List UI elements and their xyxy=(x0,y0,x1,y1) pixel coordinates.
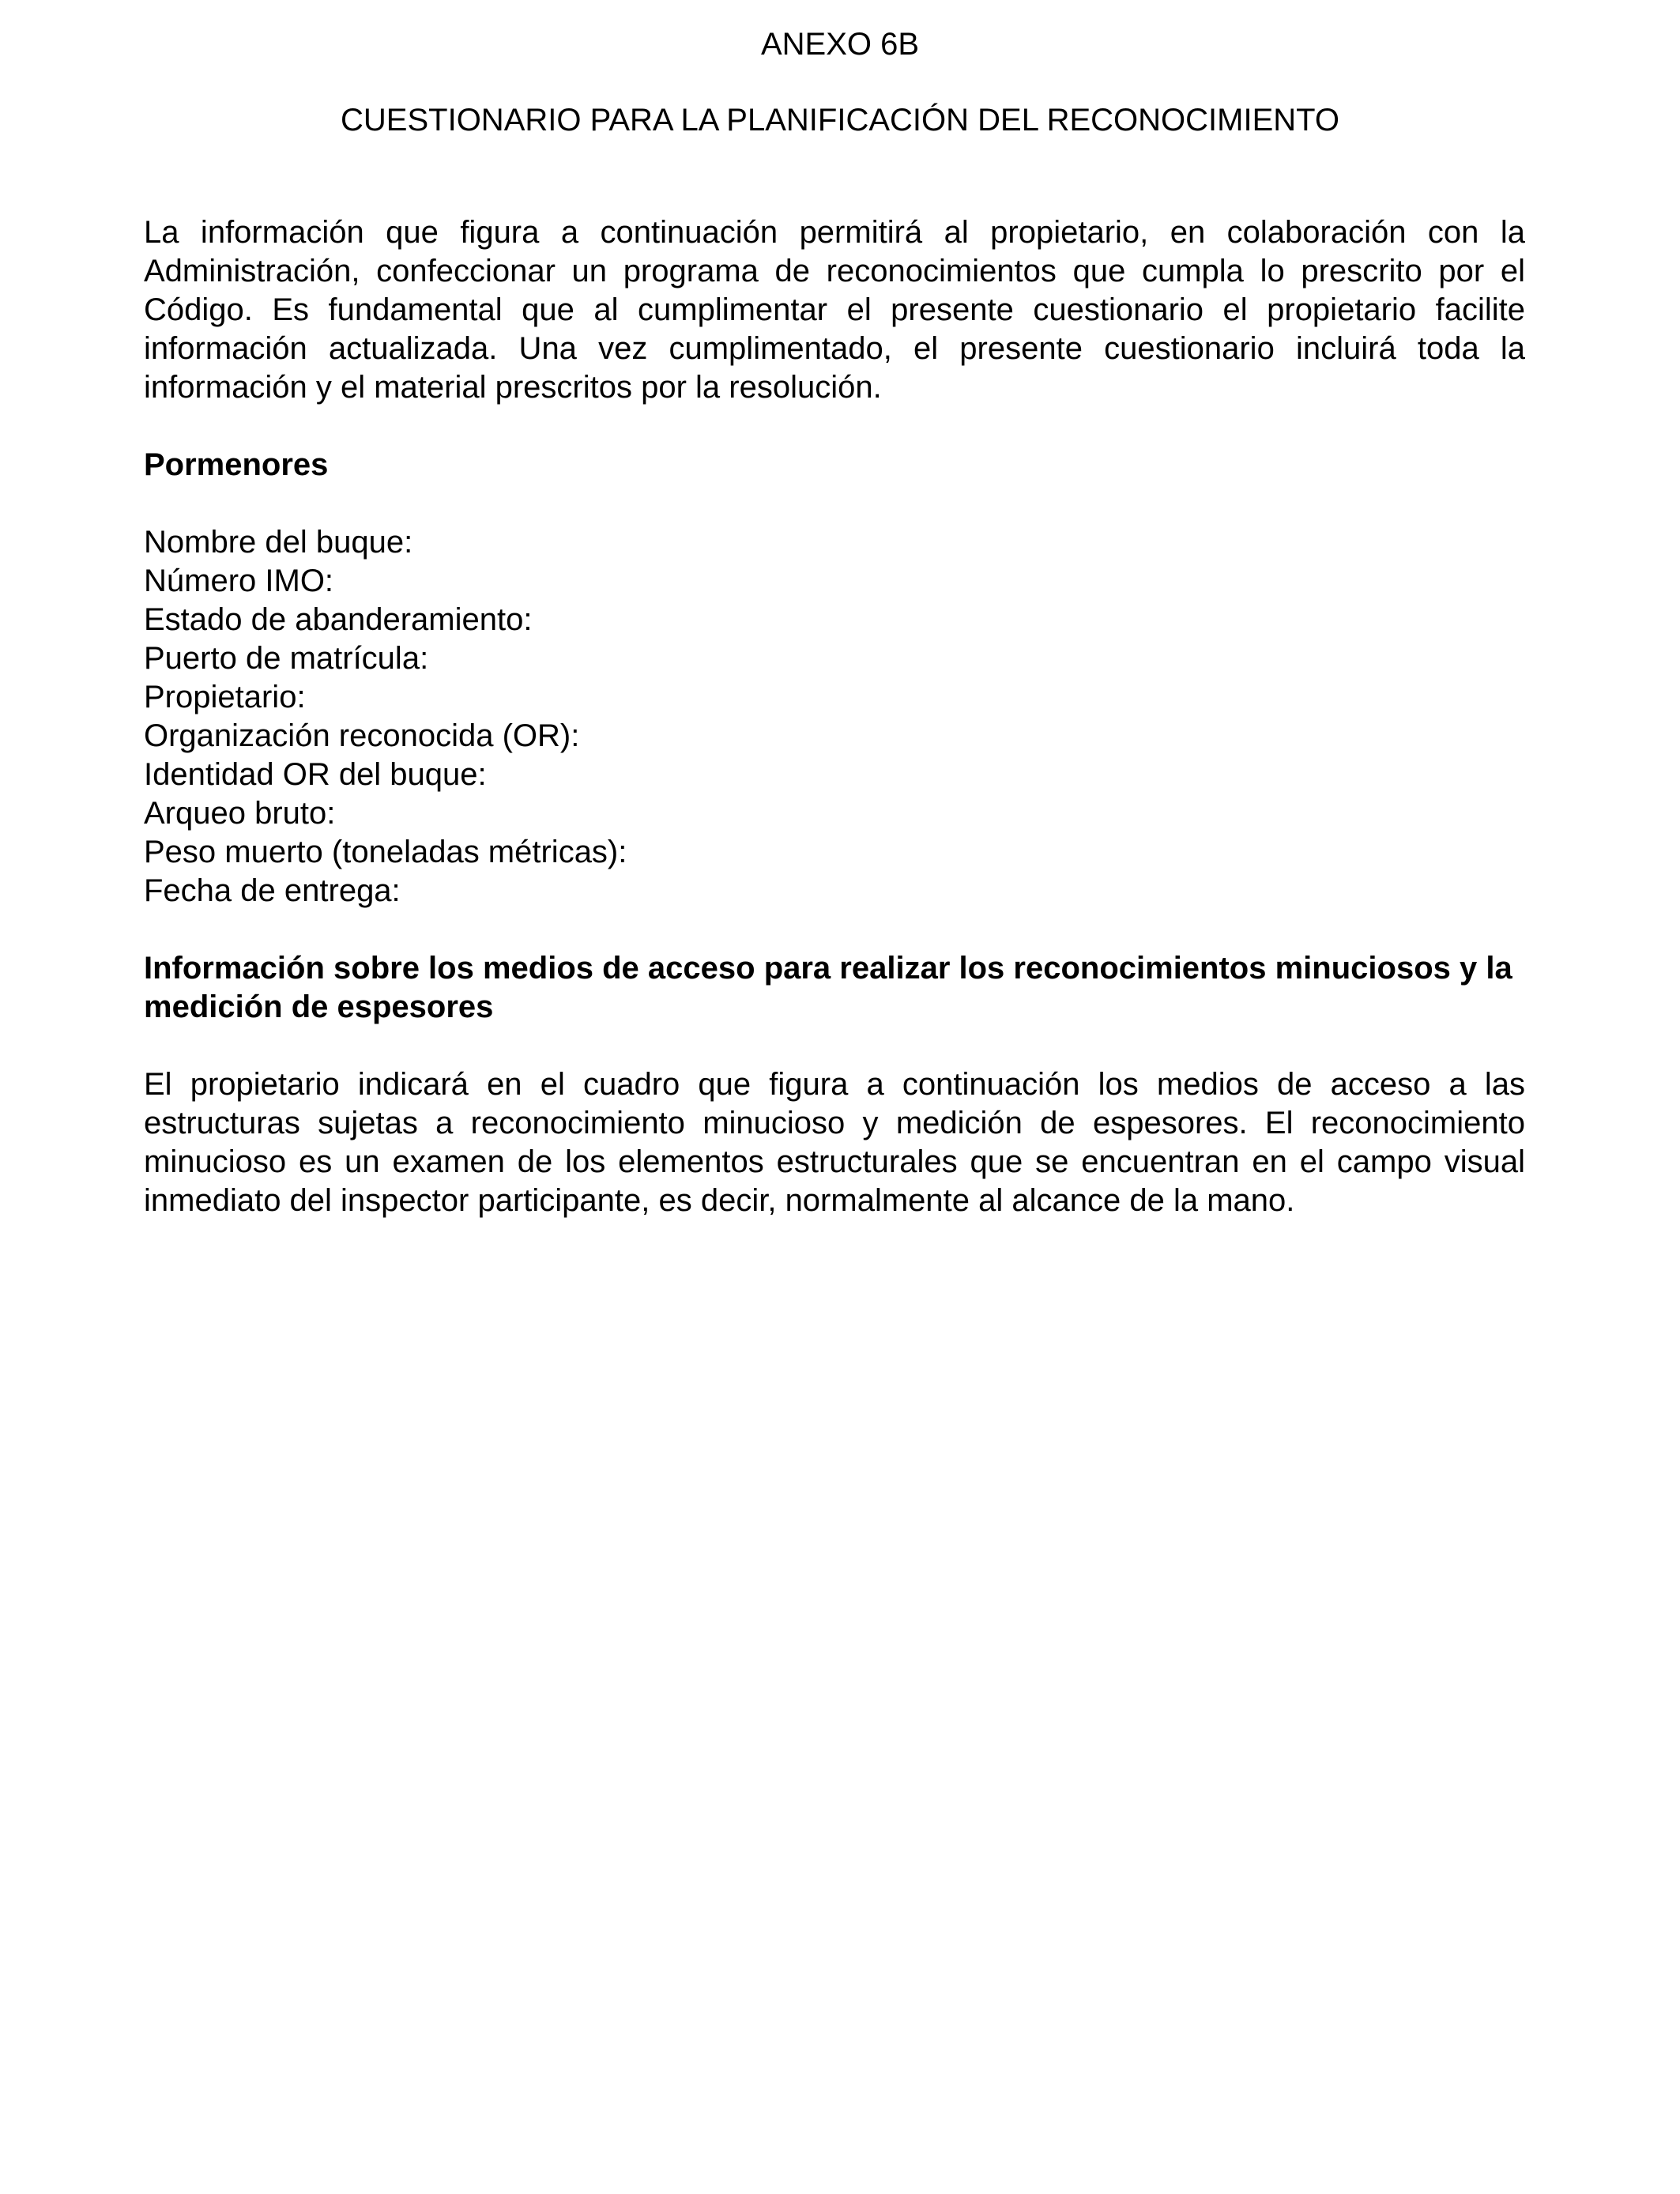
field-flag-state: Estado de abanderamiento: xyxy=(144,602,533,637)
field-ro-ship-identity: Identidad OR del buque: xyxy=(144,757,487,792)
intro-paragraph: La información que figura a continuación permitirá al propietario, en colaboración con la Administración, confeccionar un programa de reconocimientos que cumpla lo prescrito por el Código. Es fundamental que al cumplimentar el presente cuestionario el propietario facilite información actualizada. Una vez cumplimentado, el presente cuestionario incluirá toda la información y el material prescritos por la resolución. xyxy=(144,215,1525,405)
field-ship-name: Nombre del buque: xyxy=(144,525,413,560)
field-imo-number: Número IMO: xyxy=(144,564,334,598)
access-paragraph: El propietario indicará en el cuadro que figura a continuación los medios de acceso a las estructuras sujetas a reconocimiento minucioso y medición de espesores. El reconocimiento minucioso es un examen de los elementos estructurales que se encuentran en el campo visual inmediato del inspector participante, es decir, normalmente al alcance de la mano. xyxy=(144,1067,1525,1218)
field-recognized-organization: Organización reconocida (OR): xyxy=(144,718,580,753)
field-owner: Propietario: xyxy=(144,680,306,714)
pormenores-heading: Pormenores xyxy=(144,447,329,482)
field-port-of-registry: Puerto de matrícula: xyxy=(144,641,429,676)
document-title: CUESTIONARIO PARA LA PLANIFICACIÓN DEL RECONOCIMIENTO xyxy=(341,103,1339,138)
document-body xyxy=(144,213,1525,1220)
field-deadweight: Peso muerto (toneladas métricas): xyxy=(144,835,627,869)
ship-details-list xyxy=(144,523,1525,910)
field-delivery-date: Fecha de entrega: xyxy=(144,873,401,908)
access-heading: Información sobre los medios de acceso para realizar los reconocimientos minuciosos y la medición de espesores xyxy=(144,951,1512,1024)
field-gross-tonnage: Arqueo bruto: xyxy=(144,796,336,831)
annex-label: ANEXO 6B xyxy=(760,27,920,62)
